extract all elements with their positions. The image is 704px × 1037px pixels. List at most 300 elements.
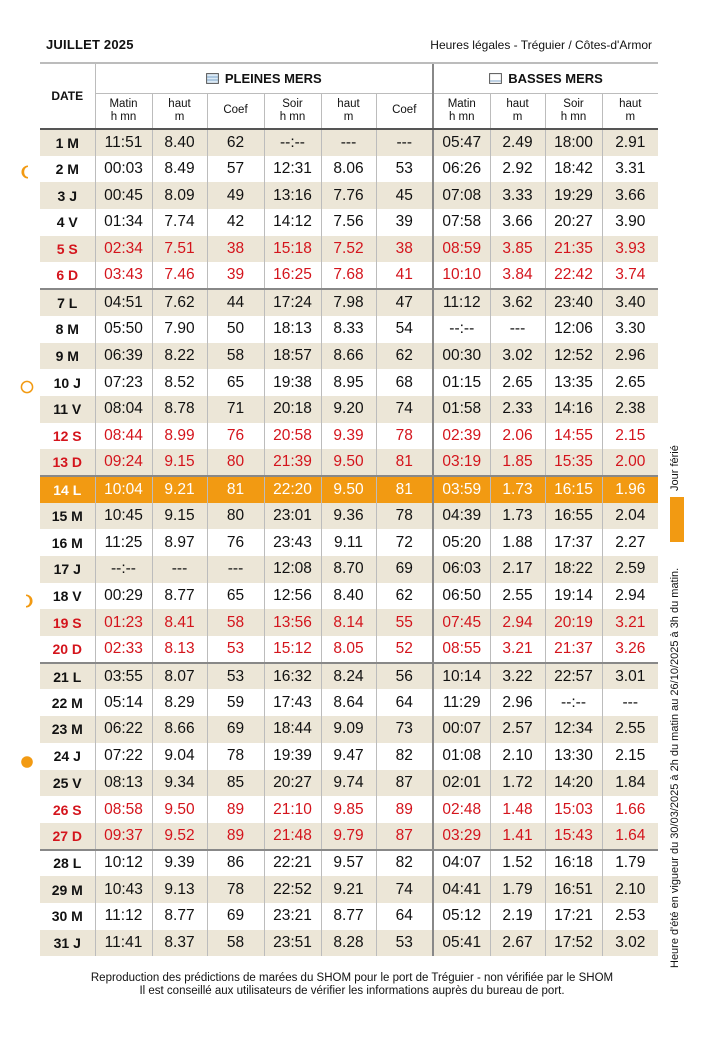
lm-soir-height-cell: 2.53 xyxy=(602,903,658,930)
lm-soir-height-cell: 2.15 xyxy=(602,743,658,770)
lm-soir-time-cell: 19:29 xyxy=(545,182,602,209)
col-haut: haut m xyxy=(602,93,658,129)
hm-matin-height-cell: 7.46 xyxy=(152,262,207,289)
table-row xyxy=(40,529,658,556)
hm-matin-time-cell: 11:25 xyxy=(95,529,152,556)
hm-matin-height-cell: 9.15 xyxy=(152,449,207,476)
hm-matin-coef-cell: 44 xyxy=(207,289,264,316)
lm-soir-time-cell: 12:06 xyxy=(545,316,602,343)
date-cell: 14 L xyxy=(40,476,95,503)
hm-matin-height-cell: 8.52 xyxy=(152,369,207,396)
hm-soir-time-cell: 12:56 xyxy=(264,583,321,610)
hm-matin-time-cell: 09:37 xyxy=(95,823,152,850)
low-tides-header xyxy=(433,63,658,93)
hm-matin-time-cell: 01:34 xyxy=(95,209,152,236)
lm-soir-time-cell: 17:37 xyxy=(545,529,602,556)
hm-matin-time-cell: 11:51 xyxy=(95,129,152,156)
hm-soir-height-cell: 8.66 xyxy=(321,343,376,370)
hm-matin-time-cell: 08:44 xyxy=(95,423,152,450)
hm-soir-coef-cell: 73 xyxy=(376,716,433,743)
lm-soir-time-cell: 17:21 xyxy=(545,903,602,930)
lm-soir-time-cell: 23:40 xyxy=(545,289,602,316)
hm-soir-time-cell: 20:58 xyxy=(264,423,321,450)
hm-matin-coef-cell: 89 xyxy=(207,823,264,850)
lm-soir-time-cell: 18:00 xyxy=(545,129,602,156)
lm-matin-height-cell: 3.33 xyxy=(490,182,545,209)
holiday-legend-swatch xyxy=(670,497,684,542)
hm-soir-time-cell: 13:56 xyxy=(264,609,321,636)
hm-matin-coef-cell: 78 xyxy=(207,876,264,903)
hm-matin-height-cell: 8.99 xyxy=(152,423,207,450)
col-coef: Coef xyxy=(376,93,433,129)
hm-soir-coef-cell: 56 xyxy=(376,663,433,690)
hm-soir-time-cell: --:-- xyxy=(264,129,321,156)
lm-matin-height-cell: 2.96 xyxy=(490,689,545,716)
hm-matin-time-cell: --:-- xyxy=(95,556,152,583)
hm-soir-time-cell: 18:44 xyxy=(264,716,321,743)
hm-matin-height-cell: 8.37 xyxy=(152,930,207,957)
hm-matin-coef-cell: 38 xyxy=(207,236,264,263)
hm-matin-height-cell: 8.97 xyxy=(152,529,207,556)
lm-soir-height-cell: 3.21 xyxy=(602,609,658,636)
hm-soir-time-cell: 18:57 xyxy=(264,343,321,370)
hm-matin-coef-cell: 65 xyxy=(207,583,264,610)
lm-soir-height-cell: 2.38 xyxy=(602,396,658,423)
hm-soir-time-cell: 16:32 xyxy=(264,663,321,690)
hm-matin-time-cell: 09:24 xyxy=(95,449,152,476)
footer-line-1: Reproduction des prédictions de marées du SHOM pour le port de Tréguier - non vérifiée par le SHOM xyxy=(90,972,614,984)
hm-matin-height-cell: 7.74 xyxy=(152,209,207,236)
hm-soir-time-cell: 14:12 xyxy=(264,209,321,236)
hm-soir-height-cell: 9.85 xyxy=(321,796,376,823)
table-row xyxy=(40,396,658,423)
hm-matin-height-cell: 8.66 xyxy=(152,716,207,743)
hm-matin-height-cell: 9.50 xyxy=(152,796,207,823)
lm-matin-time-cell: 11:12 xyxy=(433,289,490,316)
lm-matin-time-cell: 04:39 xyxy=(433,503,490,530)
lm-soir-time-cell: 14:20 xyxy=(545,770,602,797)
lm-matin-time-cell: 01:15 xyxy=(433,369,490,396)
hm-matin-coef-cell: 58 xyxy=(207,930,264,957)
hm-soir-coef-cell: 53 xyxy=(376,930,433,957)
date-cell: 16 M xyxy=(40,529,95,556)
table-row xyxy=(40,609,658,636)
hm-soir-coef-cell: 64 xyxy=(376,903,433,930)
lm-soir-time-cell: 12:52 xyxy=(545,343,602,370)
lm-soir-height-cell: 3.02 xyxy=(602,930,658,957)
date-cell: 19 S xyxy=(40,609,95,636)
hm-matin-coef-cell: 53 xyxy=(207,636,264,663)
hm-soir-coef-cell: 55 xyxy=(376,609,433,636)
hm-matin-time-cell: 10:45 xyxy=(95,503,152,530)
lm-soir-height-cell: 2.59 xyxy=(602,556,658,583)
table-row xyxy=(40,209,658,236)
lm-matin-time-cell: 08:55 xyxy=(433,636,490,663)
lm-soir-time-cell: 16:15 xyxy=(545,476,602,503)
lm-matin-time-cell: 07:58 xyxy=(433,209,490,236)
lm-matin-height-cell: 2.33 xyxy=(490,396,545,423)
lm-soir-time-cell: 20:27 xyxy=(545,209,602,236)
date-cell: 11 V xyxy=(40,396,95,423)
hm-matin-height-cell: 8.49 xyxy=(152,156,207,183)
hm-matin-time-cell: 06:22 xyxy=(95,716,152,743)
hm-soir-height-cell: 9.39 xyxy=(321,423,376,450)
lm-matin-time-cell: 05:47 xyxy=(433,129,490,156)
hm-soir-coef-cell: 62 xyxy=(376,343,433,370)
lm-soir-height-cell: 2.65 xyxy=(602,369,658,396)
hm-matin-height-cell: 9.13 xyxy=(152,876,207,903)
table-row xyxy=(40,583,658,610)
lm-matin-time-cell: 07:08 xyxy=(433,182,490,209)
hm-matin-time-cell: 08:58 xyxy=(95,796,152,823)
lm-matin-time-cell: 04:07 xyxy=(433,850,490,877)
date-cell: 20 D xyxy=(40,636,95,663)
hm-matin-coef-cell: 69 xyxy=(207,903,264,930)
hm-soir-coef-cell: --- xyxy=(376,129,433,156)
lm-soir-height-cell: 3.90 xyxy=(602,209,658,236)
table-row xyxy=(40,236,658,263)
lm-matin-height-cell: 1.73 xyxy=(490,503,545,530)
lm-soir-height-cell: 3.31 xyxy=(602,156,658,183)
table-row xyxy=(40,716,658,743)
lm-soir-time-cell: 13:35 xyxy=(545,369,602,396)
hm-soir-coef-cell: 62 xyxy=(376,583,433,610)
lm-matin-height-cell: 2.17 xyxy=(490,556,545,583)
hm-soir-height-cell: --- xyxy=(321,129,376,156)
hm-matin-time-cell: 01:23 xyxy=(95,609,152,636)
date-cell: 9 M xyxy=(40,343,95,370)
date-cell: 2 M xyxy=(40,156,95,183)
hm-soir-coef-cell: 78 xyxy=(376,423,433,450)
hm-soir-time-cell: 20:18 xyxy=(264,396,321,423)
lm-soir-height-cell: 1.84 xyxy=(602,770,658,797)
hm-matin-coef-cell: 78 xyxy=(207,743,264,770)
hm-soir-time-cell: 16:25 xyxy=(264,262,321,289)
lm-matin-height-cell: 2.55 xyxy=(490,583,545,610)
hm-matin-height-cell: 8.13 xyxy=(152,636,207,663)
date-cell: 27 D xyxy=(40,823,95,850)
hm-soir-coef-cell: 87 xyxy=(376,823,433,850)
col-matin: Matin h mn xyxy=(433,93,490,129)
lm-soir-time-cell: 13:30 xyxy=(545,743,602,770)
hm-matin-coef-cell: 80 xyxy=(207,449,264,476)
hm-soir-coef-cell: 52 xyxy=(376,636,433,663)
lm-matin-height-cell: 3.02 xyxy=(490,343,545,370)
table-row xyxy=(40,262,658,289)
high-tide-icon xyxy=(206,73,219,84)
hm-matin-height-cell: 8.40 xyxy=(152,129,207,156)
lm-soir-time-cell: 22:57 xyxy=(545,663,602,690)
hm-soir-time-cell: 22:21 xyxy=(264,850,321,877)
hm-matin-coef-cell: 80 xyxy=(207,503,264,530)
date-cell: 15 M xyxy=(40,503,95,530)
lm-soir-height-cell: 3.30 xyxy=(602,316,658,343)
lm-soir-height-cell: 2.00 xyxy=(602,449,658,476)
table-row xyxy=(40,289,658,316)
lm-matin-time-cell: 10:14 xyxy=(433,663,490,690)
hm-soir-coef-cell: 74 xyxy=(376,396,433,423)
hm-matin-coef-cell: 86 xyxy=(207,850,264,877)
lm-matin-height-cell: 1.79 xyxy=(490,876,545,903)
lm-soir-time-cell: 12:34 xyxy=(545,716,602,743)
hm-soir-time-cell: 12:31 xyxy=(264,156,321,183)
hm-soir-time-cell: 19:38 xyxy=(264,369,321,396)
hm-matin-coef-cell: 65 xyxy=(207,369,264,396)
lm-soir-height-cell: 3.66 xyxy=(602,182,658,209)
col-matin: Matin h mn xyxy=(95,93,152,129)
date-cell: 10 J xyxy=(40,369,95,396)
hm-soir-coef-cell: 53 xyxy=(376,156,433,183)
hm-matin-coef-cell: 59 xyxy=(207,689,264,716)
hm-matin-time-cell: 10:12 xyxy=(95,850,152,877)
lm-soir-time-cell: 19:14 xyxy=(545,583,602,610)
hm-soir-time-cell: 15:12 xyxy=(264,636,321,663)
hm-matin-coef-cell: 53 xyxy=(207,663,264,690)
hm-soir-height-cell: 8.24 xyxy=(321,663,376,690)
last-quarter-moon-icon xyxy=(20,594,34,608)
hm-soir-height-cell: 9.50 xyxy=(321,449,376,476)
date-cell: 5 S xyxy=(40,236,95,263)
table-row xyxy=(40,850,658,877)
hm-soir-height-cell: 8.14 xyxy=(321,609,376,636)
hm-soir-height-cell: 8.33 xyxy=(321,316,376,343)
date-cell: 30 M xyxy=(40,903,95,930)
table-row xyxy=(40,903,658,930)
hm-soir-height-cell: 8.28 xyxy=(321,930,376,957)
hm-matin-coef-cell: 71 xyxy=(207,396,264,423)
new-moon-icon xyxy=(20,755,34,769)
hm-matin-time-cell: 08:13 xyxy=(95,770,152,797)
date-cell: 3 J xyxy=(40,182,95,209)
hm-matin-height-cell: 9.52 xyxy=(152,823,207,850)
date-cell: 17 J xyxy=(40,556,95,583)
table-row xyxy=(40,129,658,156)
lm-matin-height-cell: 1.41 xyxy=(490,823,545,850)
lm-soir-time-cell: 22:42 xyxy=(545,262,602,289)
hm-soir-coef-cell: 64 xyxy=(376,689,433,716)
lm-soir-height-cell: 2.96 xyxy=(602,343,658,370)
lm-matin-time-cell: 05:20 xyxy=(433,529,490,556)
date-cell: 13 D xyxy=(40,449,95,476)
date-header: DATE xyxy=(40,63,95,129)
table-row xyxy=(40,770,658,797)
hm-matin-height-cell: 7.51 xyxy=(152,236,207,263)
hm-matin-time-cell: 05:50 xyxy=(95,316,152,343)
hm-soir-height-cell: 8.70 xyxy=(321,556,376,583)
lm-matin-time-cell: 04:41 xyxy=(433,876,490,903)
hm-soir-height-cell: 9.79 xyxy=(321,823,376,850)
lm-soir-height-cell: 1.79 xyxy=(602,850,658,877)
hm-soir-time-cell: 21:48 xyxy=(264,823,321,850)
hm-soir-time-cell: 19:39 xyxy=(264,743,321,770)
hm-soir-height-cell: 7.68 xyxy=(321,262,376,289)
hm-matin-coef-cell: 57 xyxy=(207,156,264,183)
hm-matin-coef-cell: 76 xyxy=(207,423,264,450)
hm-soir-time-cell: 20:27 xyxy=(264,770,321,797)
lm-soir-height-cell: 3.74 xyxy=(602,262,658,289)
lm-soir-time-cell: 14:55 xyxy=(545,423,602,450)
hm-soir-coef-cell: 47 xyxy=(376,289,433,316)
hm-soir-time-cell: 15:18 xyxy=(264,236,321,263)
hm-soir-height-cell: 9.57 xyxy=(321,850,376,877)
hm-soir-coef-cell: 69 xyxy=(376,556,433,583)
hm-matin-height-cell: 8.41 xyxy=(152,609,207,636)
hm-matin-time-cell: 00:45 xyxy=(95,182,152,209)
lm-matin-height-cell: 2.92 xyxy=(490,156,545,183)
lm-matin-time-cell: --:-- xyxy=(433,316,490,343)
hm-matin-time-cell: 11:12 xyxy=(95,903,152,930)
date-cell: 25 V xyxy=(40,770,95,797)
hm-matin-coef-cell: 69 xyxy=(207,716,264,743)
hm-soir-height-cell: 8.05 xyxy=(321,636,376,663)
date-cell: 18 V xyxy=(40,583,95,610)
hm-matin-coef-cell: 89 xyxy=(207,796,264,823)
date-cell: 23 M xyxy=(40,716,95,743)
lm-matin-height-cell: 2.94 xyxy=(490,609,545,636)
hm-matin-time-cell: 07:22 xyxy=(95,743,152,770)
date-cell: 26 S xyxy=(40,796,95,823)
table-row xyxy=(40,796,658,823)
lm-matin-time-cell: 00:30 xyxy=(433,343,490,370)
lm-soir-time-cell: 15:03 xyxy=(545,796,602,823)
table-row xyxy=(40,316,658,343)
hm-matin-coef-cell: 49 xyxy=(207,182,264,209)
lm-soir-height-cell: 2.04 xyxy=(602,503,658,530)
hm-soir-height-cell: 8.77 xyxy=(321,903,376,930)
holiday-legend-label: Jour férié xyxy=(669,445,681,491)
lm-matin-height-cell: 1.72 xyxy=(490,770,545,797)
hm-matin-height-cell: 8.09 xyxy=(152,182,207,209)
lm-matin-height-cell: 2.57 xyxy=(490,716,545,743)
low-tide-icon xyxy=(489,73,502,84)
lm-matin-height-cell: 1.85 xyxy=(490,449,545,476)
lm-matin-height-cell: 3.84 xyxy=(490,262,545,289)
col-coef: Coef xyxy=(207,93,264,129)
lm-soir-height-cell: 2.94 xyxy=(602,583,658,610)
hm-matin-height-cell: 8.77 xyxy=(152,583,207,610)
lm-soir-time-cell: 16:55 xyxy=(545,503,602,530)
col-haut: haut m xyxy=(152,93,207,129)
hm-matin-coef-cell: 42 xyxy=(207,209,264,236)
hm-soir-coef-cell: 81 xyxy=(376,449,433,476)
date-cell: 8 M xyxy=(40,316,95,343)
hm-soir-coef-cell: 82 xyxy=(376,743,433,770)
lm-matin-height-cell: 2.19 xyxy=(490,903,545,930)
hm-soir-height-cell: 7.52 xyxy=(321,236,376,263)
hm-matin-time-cell: 00:03 xyxy=(95,156,152,183)
hm-matin-coef-cell: 62 xyxy=(207,129,264,156)
col-soir: Soir h mn xyxy=(264,93,321,129)
lm-soir-time-cell: 18:22 xyxy=(545,556,602,583)
table-row xyxy=(40,823,658,850)
lm-soir-height-cell: 2.55 xyxy=(602,716,658,743)
col-haut: haut m xyxy=(321,93,376,129)
date-cell: 21 L xyxy=(40,663,95,690)
hm-soir-time-cell: 13:16 xyxy=(264,182,321,209)
table-row xyxy=(40,369,658,396)
hm-matin-time-cell: 06:39 xyxy=(95,343,152,370)
tide-table xyxy=(40,62,658,956)
hm-soir-time-cell: 23:01 xyxy=(264,503,321,530)
lm-soir-time-cell: 18:42 xyxy=(545,156,602,183)
date-cell: 6 D xyxy=(40,262,95,289)
hm-soir-time-cell: 23:43 xyxy=(264,529,321,556)
footer-line-2: Il est conseillé aux utilisateurs de vérifier les informations auprès du bureau de port. xyxy=(139,985,565,997)
hm-soir-time-cell: 12:08 xyxy=(264,556,321,583)
hm-soir-coef-cell: 45 xyxy=(376,182,433,209)
table-row xyxy=(40,423,658,450)
hm-soir-coef-cell: 72 xyxy=(376,529,433,556)
high-tides-label: PLEINES MERS xyxy=(224,70,322,86)
lm-matin-time-cell: 05:12 xyxy=(433,903,490,930)
hm-matin-time-cell: 00:29 xyxy=(95,583,152,610)
place-subtitle: Heures légales - Tréguier / Côtes-d'Armor xyxy=(430,38,652,52)
hm-matin-coef-cell: --- xyxy=(207,556,264,583)
hm-soir-height-cell: 7.98 xyxy=(321,289,376,316)
hm-matin-height-cell: --- xyxy=(152,556,207,583)
lm-soir-time-cell: --:-- xyxy=(545,689,602,716)
hm-soir-height-cell: 8.95 xyxy=(321,369,376,396)
lm-matin-time-cell: 01:58 xyxy=(433,396,490,423)
hm-soir-height-cell: 9.74 xyxy=(321,770,376,797)
hm-matin-height-cell: 9.21 xyxy=(152,476,207,503)
lm-matin-height-cell: 3.21 xyxy=(490,636,545,663)
hm-soir-coef-cell: 78 xyxy=(376,503,433,530)
hm-matin-height-cell: 8.22 xyxy=(152,343,207,370)
lm-soir-time-cell: 15:35 xyxy=(545,449,602,476)
lm-soir-height-cell: 2.10 xyxy=(602,876,658,903)
hm-soir-height-cell: 8.40 xyxy=(321,583,376,610)
lm-soir-height-cell: 2.15 xyxy=(602,423,658,450)
hm-soir-time-cell: 22:52 xyxy=(264,876,321,903)
lm-matin-time-cell: 02:39 xyxy=(433,423,490,450)
table-row xyxy=(40,182,658,209)
lm-soir-height-cell: --- xyxy=(602,689,658,716)
lm-matin-time-cell: 11:29 xyxy=(433,689,490,716)
table-row xyxy=(40,156,658,183)
lm-soir-height-cell: 1.96 xyxy=(602,476,658,503)
hm-matin-coef-cell: 85 xyxy=(207,770,264,797)
hm-matin-height-cell: 8.07 xyxy=(152,663,207,690)
date-cell: 28 L xyxy=(40,850,95,877)
lm-soir-height-cell: 2.91 xyxy=(602,129,658,156)
lm-matin-height-cell: 3.62 xyxy=(490,289,545,316)
lm-matin-time-cell: 02:01 xyxy=(433,770,490,797)
lm-soir-height-cell: 3.40 xyxy=(602,289,658,316)
lm-matin-height-cell: --- xyxy=(490,316,545,343)
month-title: JUILLET 2025 xyxy=(46,37,134,52)
hm-matin-time-cell: 10:04 xyxy=(95,476,152,503)
hm-soir-height-cell: 9.09 xyxy=(321,716,376,743)
lm-matin-time-cell: 01:08 xyxy=(433,743,490,770)
lm-soir-height-cell: 3.01 xyxy=(602,663,658,690)
lm-matin-height-cell: 1.48 xyxy=(490,796,545,823)
hm-matin-height-cell: 8.29 xyxy=(152,689,207,716)
lm-soir-time-cell: 14:16 xyxy=(545,396,602,423)
hm-soir-time-cell: 23:51 xyxy=(264,930,321,957)
hm-soir-coef-cell: 81 xyxy=(376,476,433,503)
dst-note: Heure d'été en vigueur du 30/03/2025 à 2h du matin au 26/10/2025 à 3h du matin. xyxy=(669,567,681,968)
first-quarter-moon-icon xyxy=(20,165,34,179)
table-row xyxy=(40,876,658,903)
hm-matin-time-cell: 10:43 xyxy=(95,876,152,903)
date-cell: 7 L xyxy=(40,289,95,316)
hm-soir-height-cell: 9.20 xyxy=(321,396,376,423)
hm-soir-time-cell: 18:13 xyxy=(264,316,321,343)
lm-matin-time-cell: 07:45 xyxy=(433,609,490,636)
lm-matin-time-cell: 05:41 xyxy=(433,930,490,957)
hm-matin-coef-cell: 58 xyxy=(207,609,264,636)
